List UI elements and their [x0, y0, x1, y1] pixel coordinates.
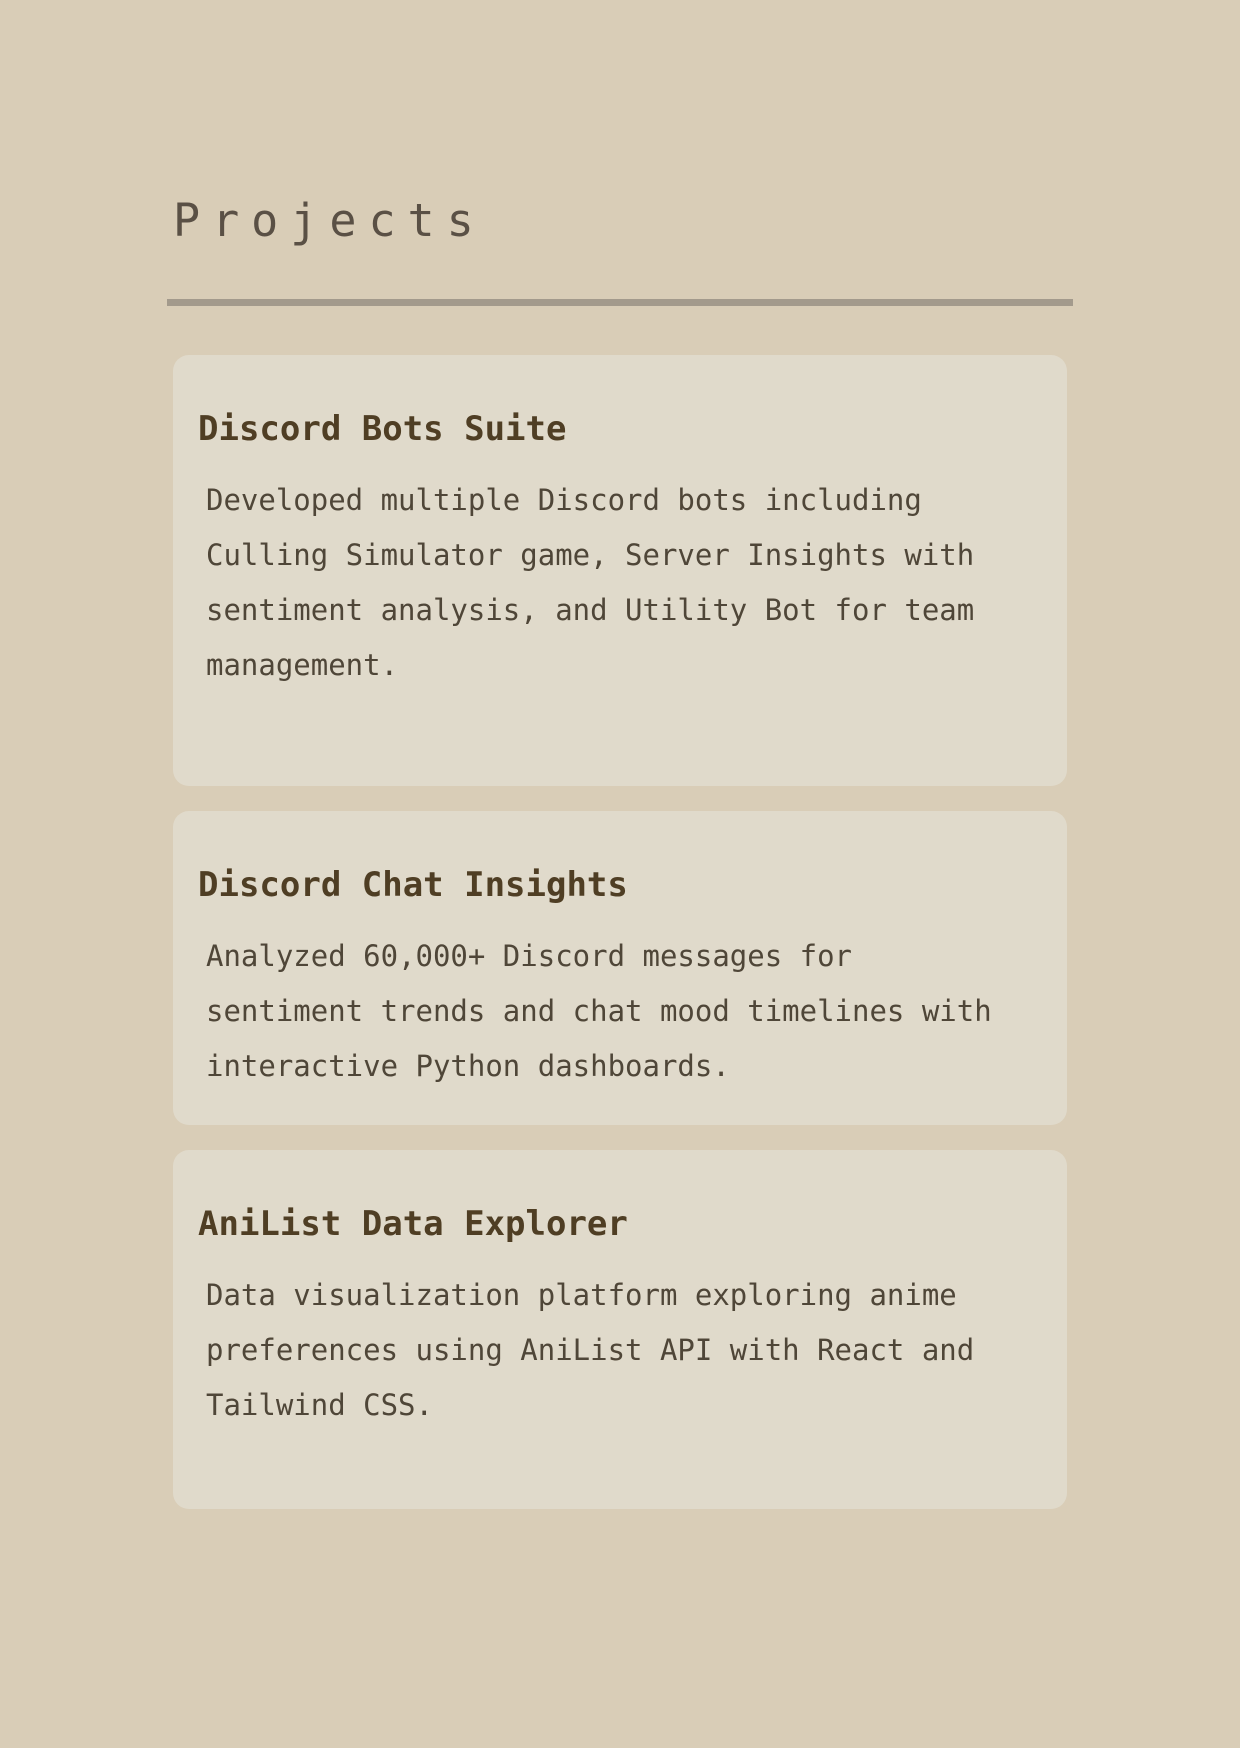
project-description: Data visualization platform exploring anime preferences using AniList API with React and Tailwind CSS.: [206, 1278, 975, 1422]
project-description: Developed multiple Discord bots including Culling Simulator game, Server Insights with sentiment analysis, and Utility Bot for team management.: [206, 483, 975, 682]
project-card-discord-bots-suite: [173, 355, 1067, 786]
project-card-discord-chat-insights: [173, 811, 1067, 1125]
project-description: Analyzed 60,000+ Discord messages for sentiment trends and chat mood timelines with interactive Python dashboards.: [206, 939, 992, 1083]
page-title: Projects: [173, 194, 486, 247]
project-title: Discord Bots Suite: [198, 409, 567, 449]
title-divider: [167, 299, 1073, 306]
project-card-anilist-data-explorer: [173, 1150, 1067, 1509]
project-title: Discord Chat Insights: [198, 865, 628, 905]
project-title: AniList Data Explorer: [198, 1204, 628, 1244]
